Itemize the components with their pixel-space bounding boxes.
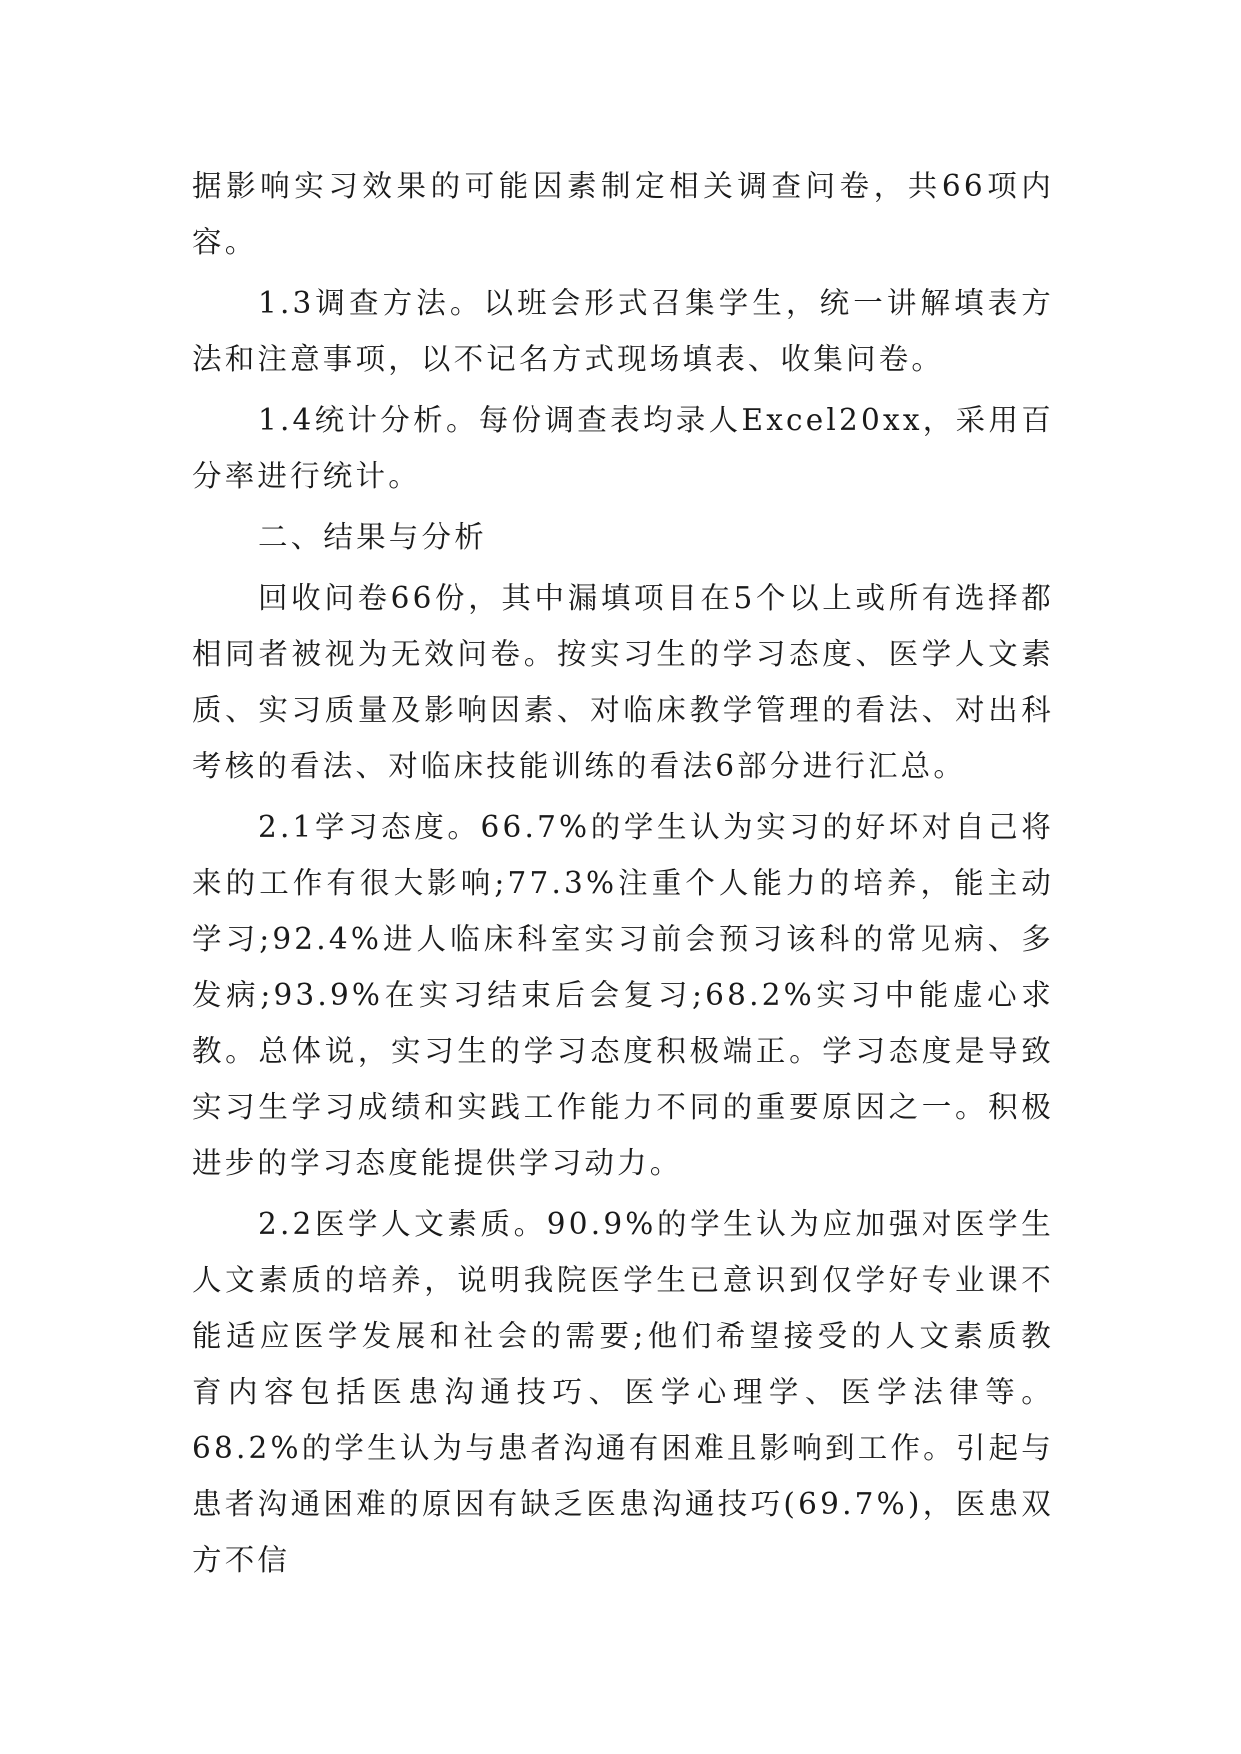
- paragraph-results-summary: 回收问卷66份，其中漏填项目在5个以上或所有选择都相同者被视为无效问卷。按实习生的学习态度、医学人文素质、实习质量及影响因素、对临床教学管理的看法、对出科考核的看法、对临床技能训练的看法6部分进行汇总。: [192, 581, 1054, 783]
- paragraph-questionnaire-content: 据影响实习效果的可能因素制定相关调查问卷，共66项内容。: [192, 169, 1054, 259]
- document-body: [192, 158, 1054, 1593]
- paragraph-survey-method: 1.3调查方法。以班会形式召集学生，统一讲解填表方法和注意事项，以不记名方式现场填表、收集问卷。: [192, 286, 1054, 376]
- paragraph-statistical-analysis: 1.4统计分析。每份调查表均录人Excel20xx，采用百分率进行统计。: [192, 403, 1054, 493]
- paragraph-humanistic-quality: 2.2医学人文素质。90.9%的学生认为应加强对医学生人文素质的培养，说明我院医学生已意识到仅学好专业课不能适应医学发展和社会的需要;他们希望接受的人文素质教育内容包括医患沟通技巧、医学心理学、医学法律等。68.2%的学生认为与患者沟通有困难且影响到工作。引起与患者沟通困难的原因有缺乏医患沟通技巧(69.7%)，医患双方不信: [192, 1207, 1054, 1577]
- section-heading-results: 二、结果与分析: [258, 520, 487, 554]
- paragraph-learning-attitude: 2.1学习态度。66.7%的学生认为实习的好坏对自己将来的工作有很大影响;77.3%注重个人能力的培养，能主动学习;92.4%进人临床科室实习前会预习该科的常见病、多发病;93.9%在实习结束后会复习;68.2%实习中能虚心求教。总体说，实习生的学习态度积极端正。学习态度是导致实习生学习成绩和实践工作能力不同的重要原因之一。积极进步的学习态度能提供学习动力。: [192, 810, 1054, 1180]
